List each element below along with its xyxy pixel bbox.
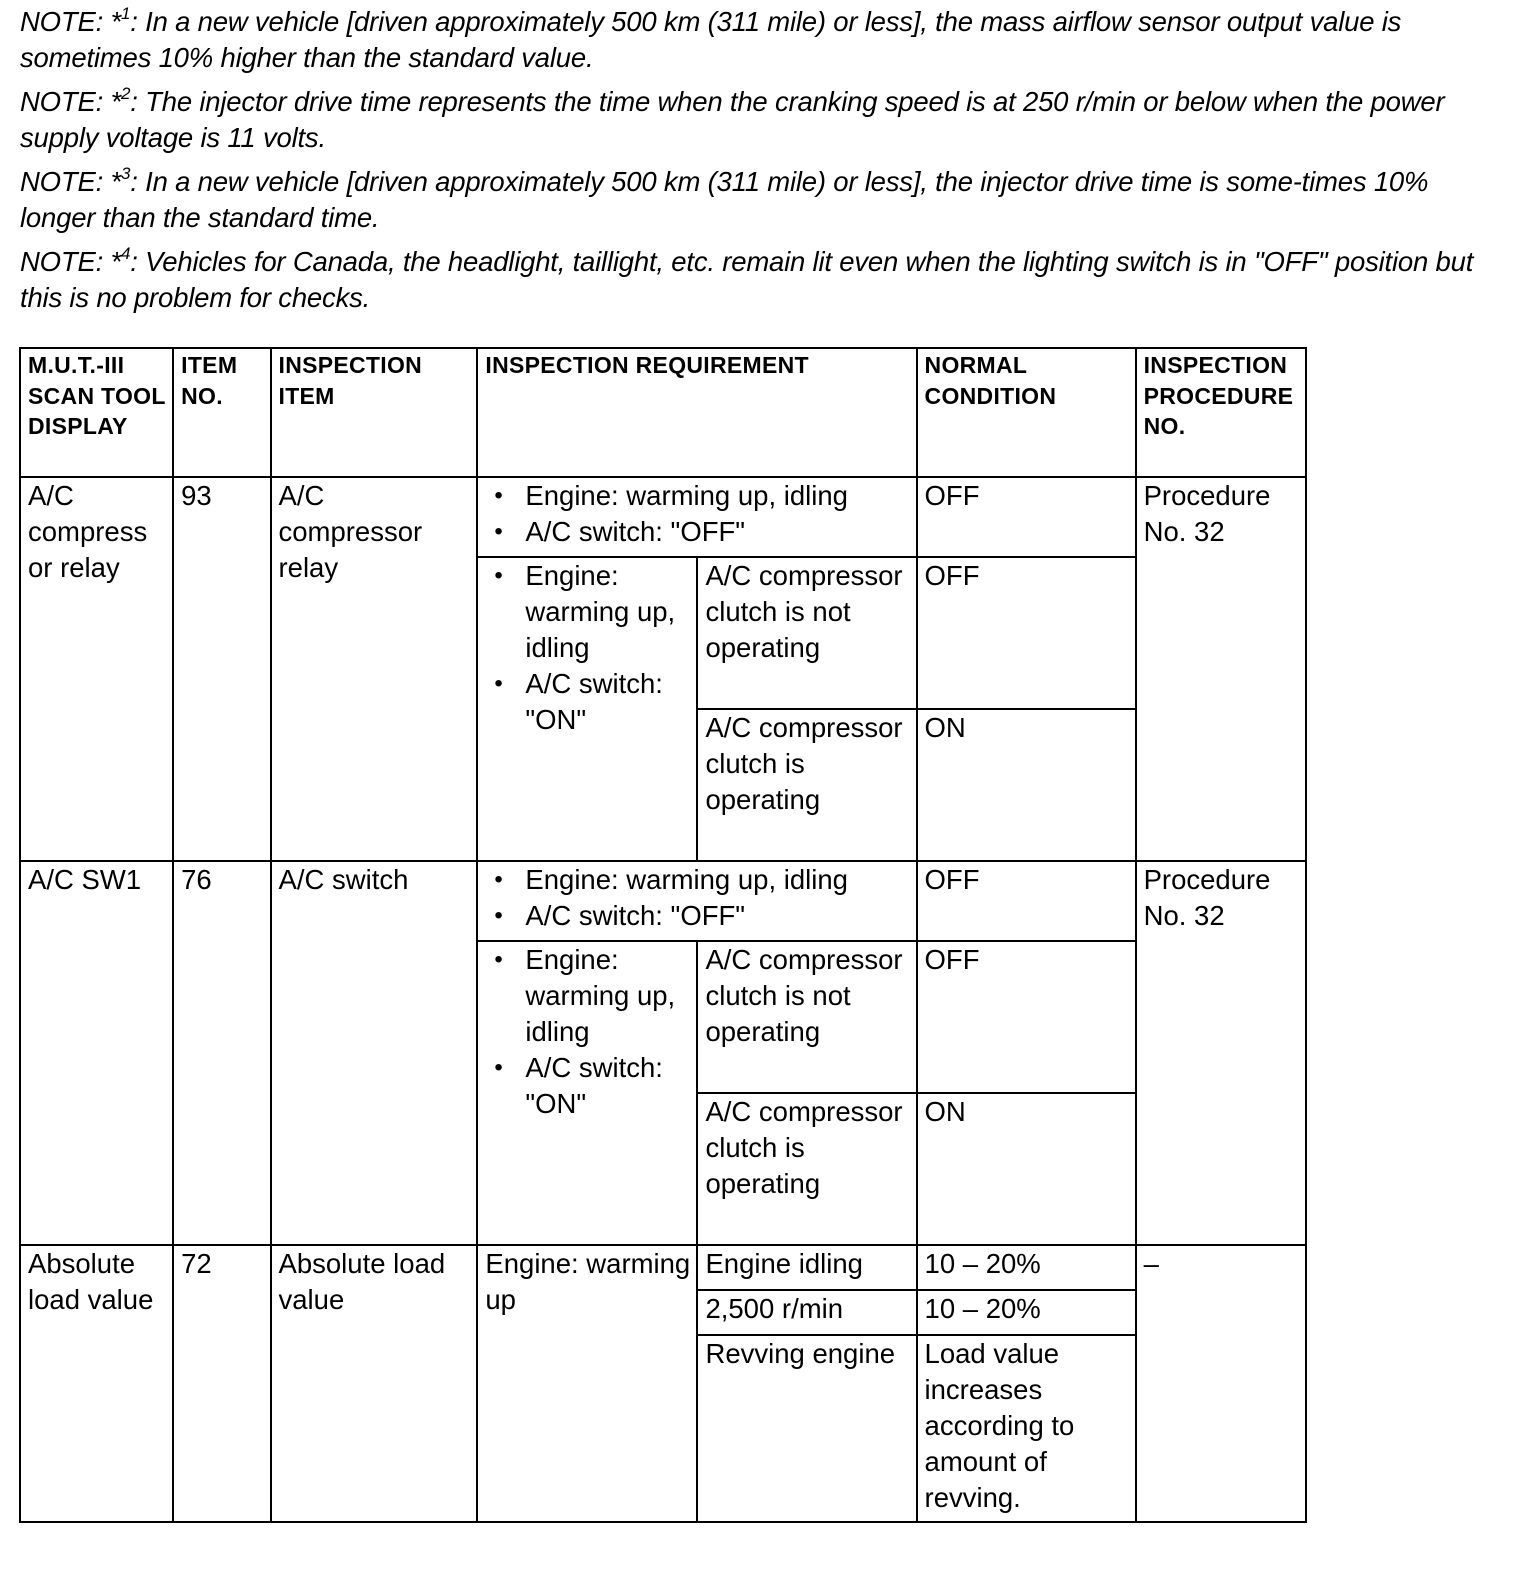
table-row xyxy=(20,477,1306,557)
sub-condition-cell: A/C compressor clutch is operating xyxy=(697,1093,916,1245)
procedure-cell: Procedure No. 32 xyxy=(1136,861,1306,1245)
table-header-row xyxy=(20,348,1306,477)
table-row xyxy=(20,861,1306,941)
sub-condition-cell: Engine idling xyxy=(697,1245,916,1290)
notes-section xyxy=(20,4,1510,324)
requirement-cell: Engine: warming up xyxy=(477,1245,697,1522)
normal-cell: ON xyxy=(917,709,1136,861)
note-2: NOTE: *$^2$: The injector drive time represents the time when the cranking speed is at 250 r/min or below when the power supply voltage is 11 volts. xyxy=(20,83,1445,153)
item-no-cell: 93 xyxy=(173,477,270,861)
normal-cell: 10 – 20% xyxy=(917,1290,1136,1335)
requirement-bullet: • Engine: warming up, idling xyxy=(525,478,909,514)
sub-condition-cell: A/C compressor clutch is operating xyxy=(697,709,916,861)
item-no-cell: 76 xyxy=(173,861,270,1245)
note-1: NOTE: *$^1$: In a new vehicle [driven approximately 500 km (311 mile) or less], the mass airflow sensor output value is sometimes 10% higher than the standard value. xyxy=(20,3,1402,73)
requirement-bullet: • Engine: warming up, idling xyxy=(525,942,690,1050)
normal-cell: OFF xyxy=(917,477,1136,557)
requirement-cell xyxy=(477,941,697,1245)
sub-condition-cell: 2,500 r/min xyxy=(697,1290,916,1335)
inspection-table xyxy=(19,347,1307,1523)
item-cell: Absolute load value xyxy=(271,1245,478,1522)
normal-cell: ON xyxy=(917,1093,1136,1245)
procedure-cell: – xyxy=(1136,1245,1306,1522)
sub-condition-cell: A/C compressor clutch is not operating xyxy=(697,557,916,709)
display-cell: Absolute load value xyxy=(20,1245,173,1522)
requirement-bullet: • A/C switch: "ON" xyxy=(525,666,690,738)
header-procedure-no: INSPECTION PROCEDURE NO. xyxy=(1136,348,1306,477)
sub-condition-cell: Revving engine xyxy=(697,1335,916,1522)
normal-cell: 10 – 20% xyxy=(917,1245,1136,1290)
normal-cell: OFF xyxy=(917,557,1136,709)
header-item-no: ITEM NO. xyxy=(173,348,270,477)
header-inspection-requirement: INSPECTION REQUIREMENT xyxy=(477,348,916,477)
requirement-bullet: • Engine: warming up, idling xyxy=(525,558,690,666)
normal-cell: Load value increases according to amount of revving. xyxy=(917,1335,1136,1522)
header-inspection-item: INSPECTION ITEM xyxy=(271,348,478,477)
requirement-cell xyxy=(477,557,697,861)
requirement-bullet: • A/C switch: "ON" xyxy=(525,1050,690,1122)
requirement-cell xyxy=(477,861,916,941)
requirement-bullet: • A/C switch: "OFF" xyxy=(525,514,909,550)
table-row xyxy=(20,1245,1306,1290)
header-display: M.U.T.-III SCAN TOOL DISPLAY xyxy=(20,348,173,477)
requirement-bullet: • Engine: warming up, idling xyxy=(525,862,909,898)
item-cell: A/C switch xyxy=(271,861,478,1245)
display-cell: A/C compress or relay xyxy=(20,477,173,861)
procedure-cell: Procedure No. 32 xyxy=(1136,477,1306,861)
header-normal-condition: NORMAL CONDITION xyxy=(917,348,1136,477)
item-cell: A/C compressor relay xyxy=(271,477,478,861)
requirement-cell xyxy=(477,477,916,557)
note-3: NOTE: *$^3$: In a new vehicle [driven approximately 500 km (311 mile) or less], the injector drive time is some-times 10% longer than the standard time. xyxy=(20,163,1429,233)
normal-cell: OFF xyxy=(917,941,1136,1093)
note-4: NOTE: *$^4$: Vehicles for Canada, the headlight, taillight, etc. remain lit even when the lighting switch is in "OFF" position but this is no problem for checks. xyxy=(20,243,1474,313)
sub-condition-cell: A/C compressor clutch is not operating xyxy=(697,941,916,1093)
normal-cell: OFF xyxy=(917,861,1136,941)
requirement-bullet: • A/C switch: "OFF" xyxy=(525,898,909,934)
item-no-cell: 72 xyxy=(173,1245,270,1522)
display-cell: A/C SW1 xyxy=(20,861,173,1245)
